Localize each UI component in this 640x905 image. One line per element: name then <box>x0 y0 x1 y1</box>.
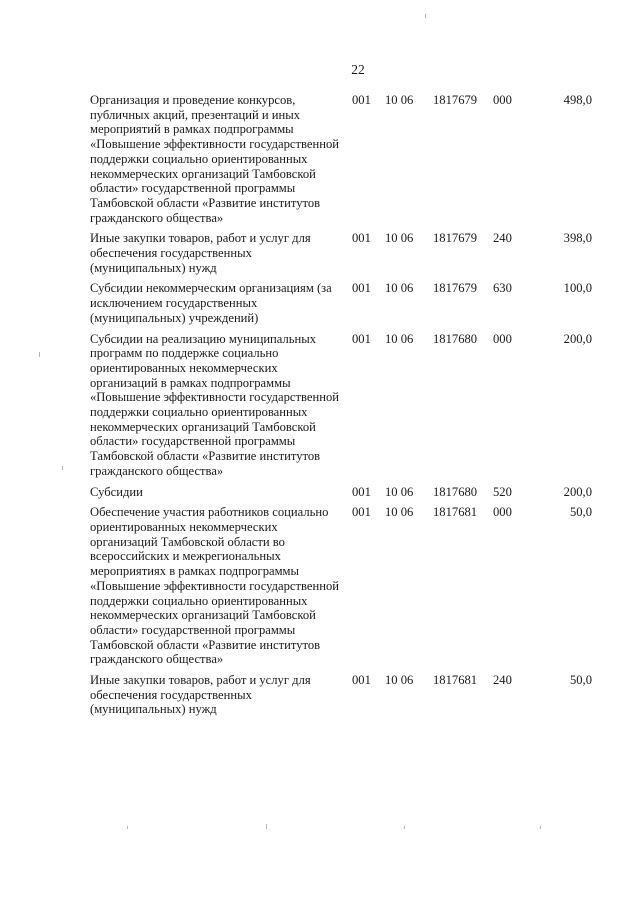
scan-mark <box>62 466 63 470</box>
row-section-code: 10 06 <box>385 331 414 346</box>
row-amount: 200,0 <box>563 331 592 346</box>
row-amount: 498,0 <box>563 93 592 107</box>
scan-mark <box>127 826 128 829</box>
row-ministry-code: 001 <box>352 231 371 246</box>
row-target-code: 1817680 <box>433 484 478 499</box>
scan-mark <box>266 824 267 829</box>
row-amount: 100,0 <box>563 281 592 296</box>
row-section-code: 10 06 <box>385 281 414 296</box>
row-expense-type: 000 <box>493 93 512 107</box>
row-name: Организация и проведение конкурсов, публичных акций, презентаций и иных мероприятий в рамках подпрограммы «Повышение эффективности государственной поддержки социально ориентированных некоммерческих организаций Тамбовской области» государственной программы Тамбовской области «Развитие институтов гражданского общества» <box>90 93 339 225</box>
row-target-code: 1817681 <box>433 505 478 520</box>
scan-mark <box>540 826 541 829</box>
row-expense-type: 240 <box>493 231 512 246</box>
row-ministry-code: 001 <box>352 673 371 688</box>
row-expense-type: 000 <box>493 331 512 346</box>
row-expense-type: 630 <box>493 281 512 296</box>
row-name: Субсидии на реализацию муниципальных программ по поддержке социально ориентированных некоммерческих организаций в рамках подпрограммы «Повышение эффективности государственной поддержки социально ориентированных некоммерческих организаций Тамбовской области» государственной программы Тамбовской области «Развитие институтов гражданского общества» <box>90 331 339 478</box>
row-expense-type: 240 <box>493 673 512 688</box>
row-amount: 398,0 <box>563 231 592 246</box>
row-amount: 200,0 <box>563 484 592 499</box>
row-amount: 50,0 <box>569 673 592 688</box>
row-ministry-code: 001 <box>352 93 371 107</box>
scan-mark <box>39 352 40 357</box>
table-row <box>90 93 592 231</box>
row-ministry-code: 001 <box>352 281 371 296</box>
row-target-code: 1817680 <box>433 331 478 346</box>
row-name: Иные закупки товаров, работ и услуг для обеспечения государственных (муниципальных) нужд <box>90 231 311 275</box>
row-target-code: 1817679 <box>433 281 478 296</box>
table-row <box>90 231 592 281</box>
row-expense-type: 000 <box>493 505 512 520</box>
row-name: Субсидии некоммерческим организациям (за исключением государственных (муниципальных) учреждений) <box>90 281 332 325</box>
row-expense-type: 520 <box>493 484 512 499</box>
table-row <box>90 485 592 506</box>
row-section-code: 10 06 <box>385 505 414 520</box>
table-row <box>90 505 592 673</box>
table-row <box>90 673 592 723</box>
row-target-code: 1817679 <box>433 93 478 107</box>
row-ministry-code: 001 <box>352 484 371 499</box>
row-section-code: 10 06 <box>385 673 414 688</box>
page-number: 22 <box>351 62 365 77</box>
row-name: Обеспечение участия работников социально ориентированных некоммерческих организаций Тамбовской области во всероссийских и межрегиональных мероприятиях в рамках подпрограммы «Повышение эффективности государственной поддержки социально ориентированных некоммерческих организаций Тамбовской области» государственной программы Тамбовской области «Развитие институтов гражданского общества» <box>90 505 339 667</box>
row-name: Субсидии <box>90 484 143 499</box>
budget-table <box>90 93 592 723</box>
row-target-code: 1817681 <box>433 673 478 688</box>
scan-mark <box>425 14 426 18</box>
row-ministry-code: 001 <box>352 331 371 346</box>
row-ministry-code: 001 <box>352 505 371 520</box>
row-section-code: 10 06 <box>385 93 414 107</box>
row-section-code: 10 06 <box>385 484 414 499</box>
table-row <box>90 281 592 331</box>
scan-mark <box>404 826 405 829</box>
table-row <box>90 332 592 485</box>
row-target-code: 1817679 <box>433 231 478 246</box>
row-name: Иные закупки товаров, работ и услуг для обеспечения государственных (муниципальных) нужд <box>90 673 311 717</box>
row-amount: 50,0 <box>569 505 592 520</box>
row-section-code: 10 06 <box>385 231 414 246</box>
